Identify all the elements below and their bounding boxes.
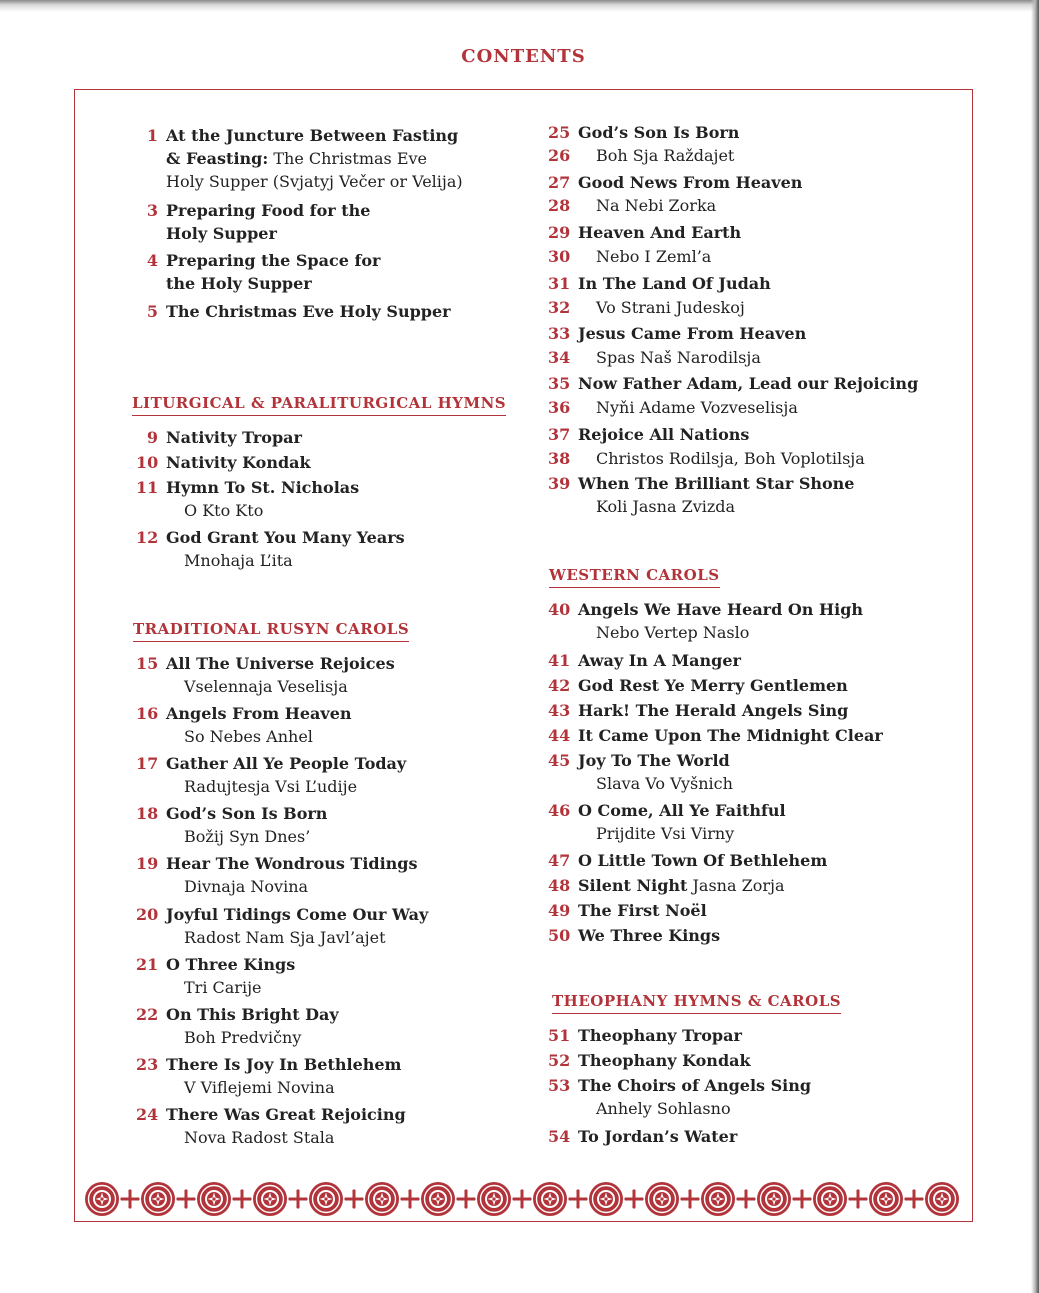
page-number: 17 — [136, 754, 159, 773]
page-number: 33 — [548, 324, 571, 343]
page-number: 24 — [136, 1105, 159, 1124]
entry-subtitle: So Nebes Anhel — [184, 727, 313, 746]
entry-subtitle: V Viflejemi Novina — [184, 1078, 335, 1097]
page-number: 30 — [548, 247, 571, 266]
entry-title: the Holy Supper — [166, 274, 312, 293]
entry-subtitle: Radost Nam Sja Javl’ajet — [184, 928, 386, 947]
page-number: 52 — [548, 1051, 571, 1070]
entry-title: There Is Joy In Bethlehem — [166, 1055, 402, 1074]
page-number: 1 — [146, 126, 158, 145]
entry-title: It Came Upon The Midnight Clear — [578, 726, 883, 745]
entry-title: At the Juncture Between Fasting — [166, 126, 459, 145]
page-number: 47 — [548, 851, 571, 870]
cross-ornament-icon — [624, 1189, 644, 1209]
entry-title: Preparing Food for the — [166, 201, 371, 220]
rosette-ornament-icon — [252, 1181, 288, 1217]
entry-title: Preparing the Space for — [166, 251, 381, 270]
page-number: 11 — [136, 478, 159, 497]
entry-subtitle: Vselennaja Veselisja — [184, 677, 348, 696]
rosette-ornament-icon — [756, 1181, 792, 1217]
page-number: 20 — [136, 905, 159, 924]
rosette-ornament-icon — [644, 1181, 680, 1217]
page-number: 53 — [548, 1076, 571, 1095]
page-number: 42 — [548, 676, 571, 695]
rosette-ornament-icon — [700, 1181, 736, 1217]
entry-subtitle: Radujtesja Vsi L’udije — [184, 777, 358, 796]
entry-title: We Three Kings — [578, 926, 721, 945]
ornament-unit — [308, 1181, 364, 1217]
section-heading-western: WESTERN CAROLS — [549, 566, 720, 588]
page-number: 39 — [548, 474, 571, 493]
entry-title: Joyful Tidings Come Our Way — [166, 905, 429, 924]
entry-subtitle: Boh Sja Raždajet — [596, 146, 735, 165]
entry-title: Nativity Kondak — [166, 453, 311, 472]
page-number: 51 — [548, 1026, 571, 1045]
page-number: 3 — [146, 201, 158, 220]
page-number: 37 — [548, 425, 571, 444]
entry-subtitle: Koli Jasna Zvizda — [596, 497, 736, 516]
entry-title: Hark! The Herald Angels Sing — [578, 701, 849, 720]
entry-subtitle: Mnohaja L’ita — [184, 551, 293, 570]
cross-ornament-icon — [120, 1189, 140, 1209]
cross-ornament-icon — [848, 1189, 868, 1209]
entry-subtitle: O Kto Kto — [184, 501, 264, 520]
ornament-unit — [420, 1181, 476, 1217]
page-number: 54 — [548, 1127, 571, 1146]
entry-subtitle-inline: Jasna Zorja — [687, 876, 785, 895]
page-number: 5 — [146, 302, 158, 321]
cross-ornament-icon — [568, 1189, 588, 1209]
page-number: 19 — [136, 854, 159, 873]
page-number: 49 — [548, 901, 571, 920]
entry-title: To Jordan’s Water — [578, 1127, 738, 1146]
page-number: 15 — [136, 654, 159, 673]
page-number: 25 — [548, 123, 571, 142]
rosette-ornament-icon — [924, 1181, 960, 1217]
page-number: 40 — [548, 600, 571, 619]
entry-subtitle: Slava Vo Vyšnich — [596, 774, 733, 793]
entry-title: Away In A Manger — [578, 651, 741, 670]
entry-title: Joy To The World — [578, 751, 730, 770]
page-number: 45 — [548, 751, 571, 770]
entry-title: O Little Town Of Bethlehem — [578, 851, 828, 870]
entry-title: Rejoice All Nations — [578, 425, 750, 444]
entry-subtitle: Božij Syn Dnes’ — [184, 827, 311, 846]
entry-title: Silent Night — [578, 876, 688, 895]
entry-title: Heaven And Earth — [578, 223, 742, 242]
page-number: 16 — [136, 704, 159, 723]
rosette-ornament-icon — [140, 1181, 176, 1217]
page-number: 12 — [136, 528, 159, 547]
page-number: 50 — [548, 926, 571, 945]
page-number: 22 — [136, 1005, 159, 1024]
cross-ornament-icon — [400, 1189, 420, 1209]
page-number: 44 — [548, 726, 571, 745]
ornament-unit — [868, 1181, 924, 1217]
entry-title: God Rest Ye Merry Gentlemen — [578, 676, 848, 695]
rosette-ornament-icon — [532, 1181, 568, 1217]
ornament-unit — [700, 1181, 756, 1217]
entry-title: The First Noël — [578, 901, 707, 920]
entry-subtitle: Boh Predvičny — [184, 1028, 302, 1047]
entry-subtitle: Prijdite Vsi Virny — [596, 824, 735, 843]
scan-edge-right — [1031, 0, 1039, 1293]
page-number: 29 — [548, 223, 571, 242]
ornament-unit — [252, 1181, 308, 1217]
entry-title: All The Universe Rejoices — [166, 654, 395, 673]
entry-subtitle: Na Nebi Zorka — [596, 196, 717, 215]
page-title: CONTENTS — [461, 46, 586, 67]
section-heading-rusyn: TRADITIONAL RUSYN CAROLS — [133, 620, 409, 642]
page-number: 31 — [548, 274, 571, 293]
rosette-ornament-icon — [84, 1181, 120, 1217]
entry-title: On This Bright Day — [166, 1005, 339, 1024]
ornament-unit — [644, 1181, 700, 1217]
rosette-ornament-icon — [812, 1181, 848, 1217]
cross-ornament-icon — [456, 1189, 476, 1209]
entry-subtitle: Nyňi Adame Vozveselisja — [596, 398, 798, 417]
page-number: 46 — [548, 801, 571, 820]
entry-title: Good News From Heaven — [578, 173, 803, 192]
entry-subtitle: Nebo I Zeml’a — [596, 247, 712, 266]
page-number: 18 — [136, 804, 159, 823]
entry-title-plain: The Christmas Eve — [268, 149, 428, 168]
page-number: 36 — [548, 398, 571, 417]
page-number: 9 — [146, 428, 158, 447]
entry-title: Theophany Kondak — [578, 1051, 751, 1070]
ornament-unit — [588, 1181, 644, 1217]
entry-title: Gather All Ye People Today — [166, 754, 407, 773]
entry-title: Hymn To St. Nicholas — [166, 478, 360, 497]
page-number: 34 — [548, 348, 571, 367]
entry-title: Holy Supper — [166, 224, 277, 243]
page-number: 48 — [548, 876, 571, 895]
page-number: 28 — [548, 196, 571, 215]
entry-title: Theophany Tropar — [578, 1026, 742, 1045]
entry-subtitle: Spas Naš Narodilsja — [596, 348, 761, 367]
rosette-ornament-icon — [364, 1181, 400, 1217]
cross-ornament-icon — [680, 1189, 700, 1209]
entry-subtitle: Anhely Sohlasno — [596, 1099, 731, 1118]
entry-subtitle: Divnaja Novina — [184, 877, 309, 896]
page-number: 21 — [136, 955, 159, 974]
rosette-ornament-icon — [476, 1181, 512, 1217]
entry-title: God’s Son Is Born — [578, 123, 740, 142]
ornament-unit — [196, 1181, 252, 1217]
entry-title: There Was Great Rejoicing — [166, 1105, 406, 1124]
page-number: 32 — [548, 298, 571, 317]
page-number: 38 — [548, 449, 571, 468]
entry-subtitle: Nebo Vertep Naslo — [596, 623, 750, 642]
ornament-unit — [812, 1181, 868, 1217]
cross-ornament-icon — [288, 1189, 308, 1209]
entry-title: & Feasting: — [166, 149, 269, 168]
left-column — [132, 124, 536, 1174]
cross-ornament-icon — [736, 1189, 756, 1209]
entry-title: Now Father Adam, Lead our Rejoicing — [578, 374, 919, 393]
page-number: 35 — [548, 374, 571, 393]
cross-ornament-icon — [512, 1189, 532, 1209]
section-heading-theophany: THEOPHANY HYMNS & CAROLS — [552, 992, 841, 1014]
page-number: 41 — [548, 651, 571, 670]
page-number: 10 — [136, 453, 159, 472]
page-number: 43 — [548, 701, 571, 720]
page-number: 4 — [146, 251, 158, 270]
ornament-unit — [532, 1181, 588, 1217]
entry-subtitle: Tri Carije — [184, 978, 262, 997]
rosette-ornament-icon — [868, 1181, 904, 1217]
page-number: 26 — [548, 146, 571, 165]
entry-title: God Grant You Many Years — [166, 528, 405, 547]
page-number: 27 — [548, 173, 571, 192]
entry-title: Hear The Wondrous Tidings — [166, 854, 418, 873]
cross-ornament-icon — [904, 1189, 924, 1209]
cross-ornament-icon — [176, 1189, 196, 1209]
ornament-unit — [756, 1181, 812, 1217]
ornament-unit — [476, 1181, 532, 1217]
entry-title: Angels From Heaven — [166, 704, 352, 723]
ornamental-border-band — [84, 1180, 977, 1218]
cross-ornament-icon — [344, 1189, 364, 1209]
entry-title: Angels We Have Heard On High — [578, 600, 864, 619]
section-heading-liturgical: LITURGICAL & PARALITURGICAL HYMNS — [132, 394, 506, 416]
rosette-ornament-icon — [196, 1181, 232, 1217]
rosette-ornament-icon — [308, 1181, 344, 1217]
entry-title: O Come, All Ye Faithful — [578, 801, 786, 820]
ornament-unit — [924, 1181, 960, 1217]
entry-title: The Choirs of Angels Sing — [578, 1076, 812, 1095]
entry-title: In The Land Of Judah — [578, 274, 771, 293]
page-number: 23 — [136, 1055, 159, 1074]
entry-title: The Christmas Eve Holy Supper — [166, 302, 451, 321]
entry-title: O Three Kings — [166, 955, 296, 974]
rosette-ornament-icon — [420, 1181, 456, 1217]
scan-edge-top — [0, 0, 1039, 12]
entry-title: Nativity Tropar — [166, 428, 302, 447]
rosette-ornament-icon — [588, 1181, 624, 1217]
ornament-unit — [140, 1181, 196, 1217]
entry-title: When The Brilliant Star Shone — [578, 474, 855, 493]
entry-subtitle: Vo Strani Judeskoj — [596, 298, 745, 317]
cross-ornament-icon — [792, 1189, 812, 1209]
right-column — [548, 121, 968, 1171]
entry-subtitle: Christos Rodilsja, Boh Voplotilsja — [596, 449, 865, 468]
entry-title-plain: Holy Supper (Svjatyj Večer or Velija) — [166, 172, 463, 191]
entry-title: God’s Son Is Born — [166, 804, 328, 823]
entry-title: Jesus Came From Heaven — [578, 324, 807, 343]
entry-subtitle: Nova Radost Stala — [184, 1128, 335, 1147]
ornament-unit — [364, 1181, 420, 1217]
ornament-unit — [84, 1181, 140, 1217]
cross-ornament-icon — [232, 1189, 252, 1209]
